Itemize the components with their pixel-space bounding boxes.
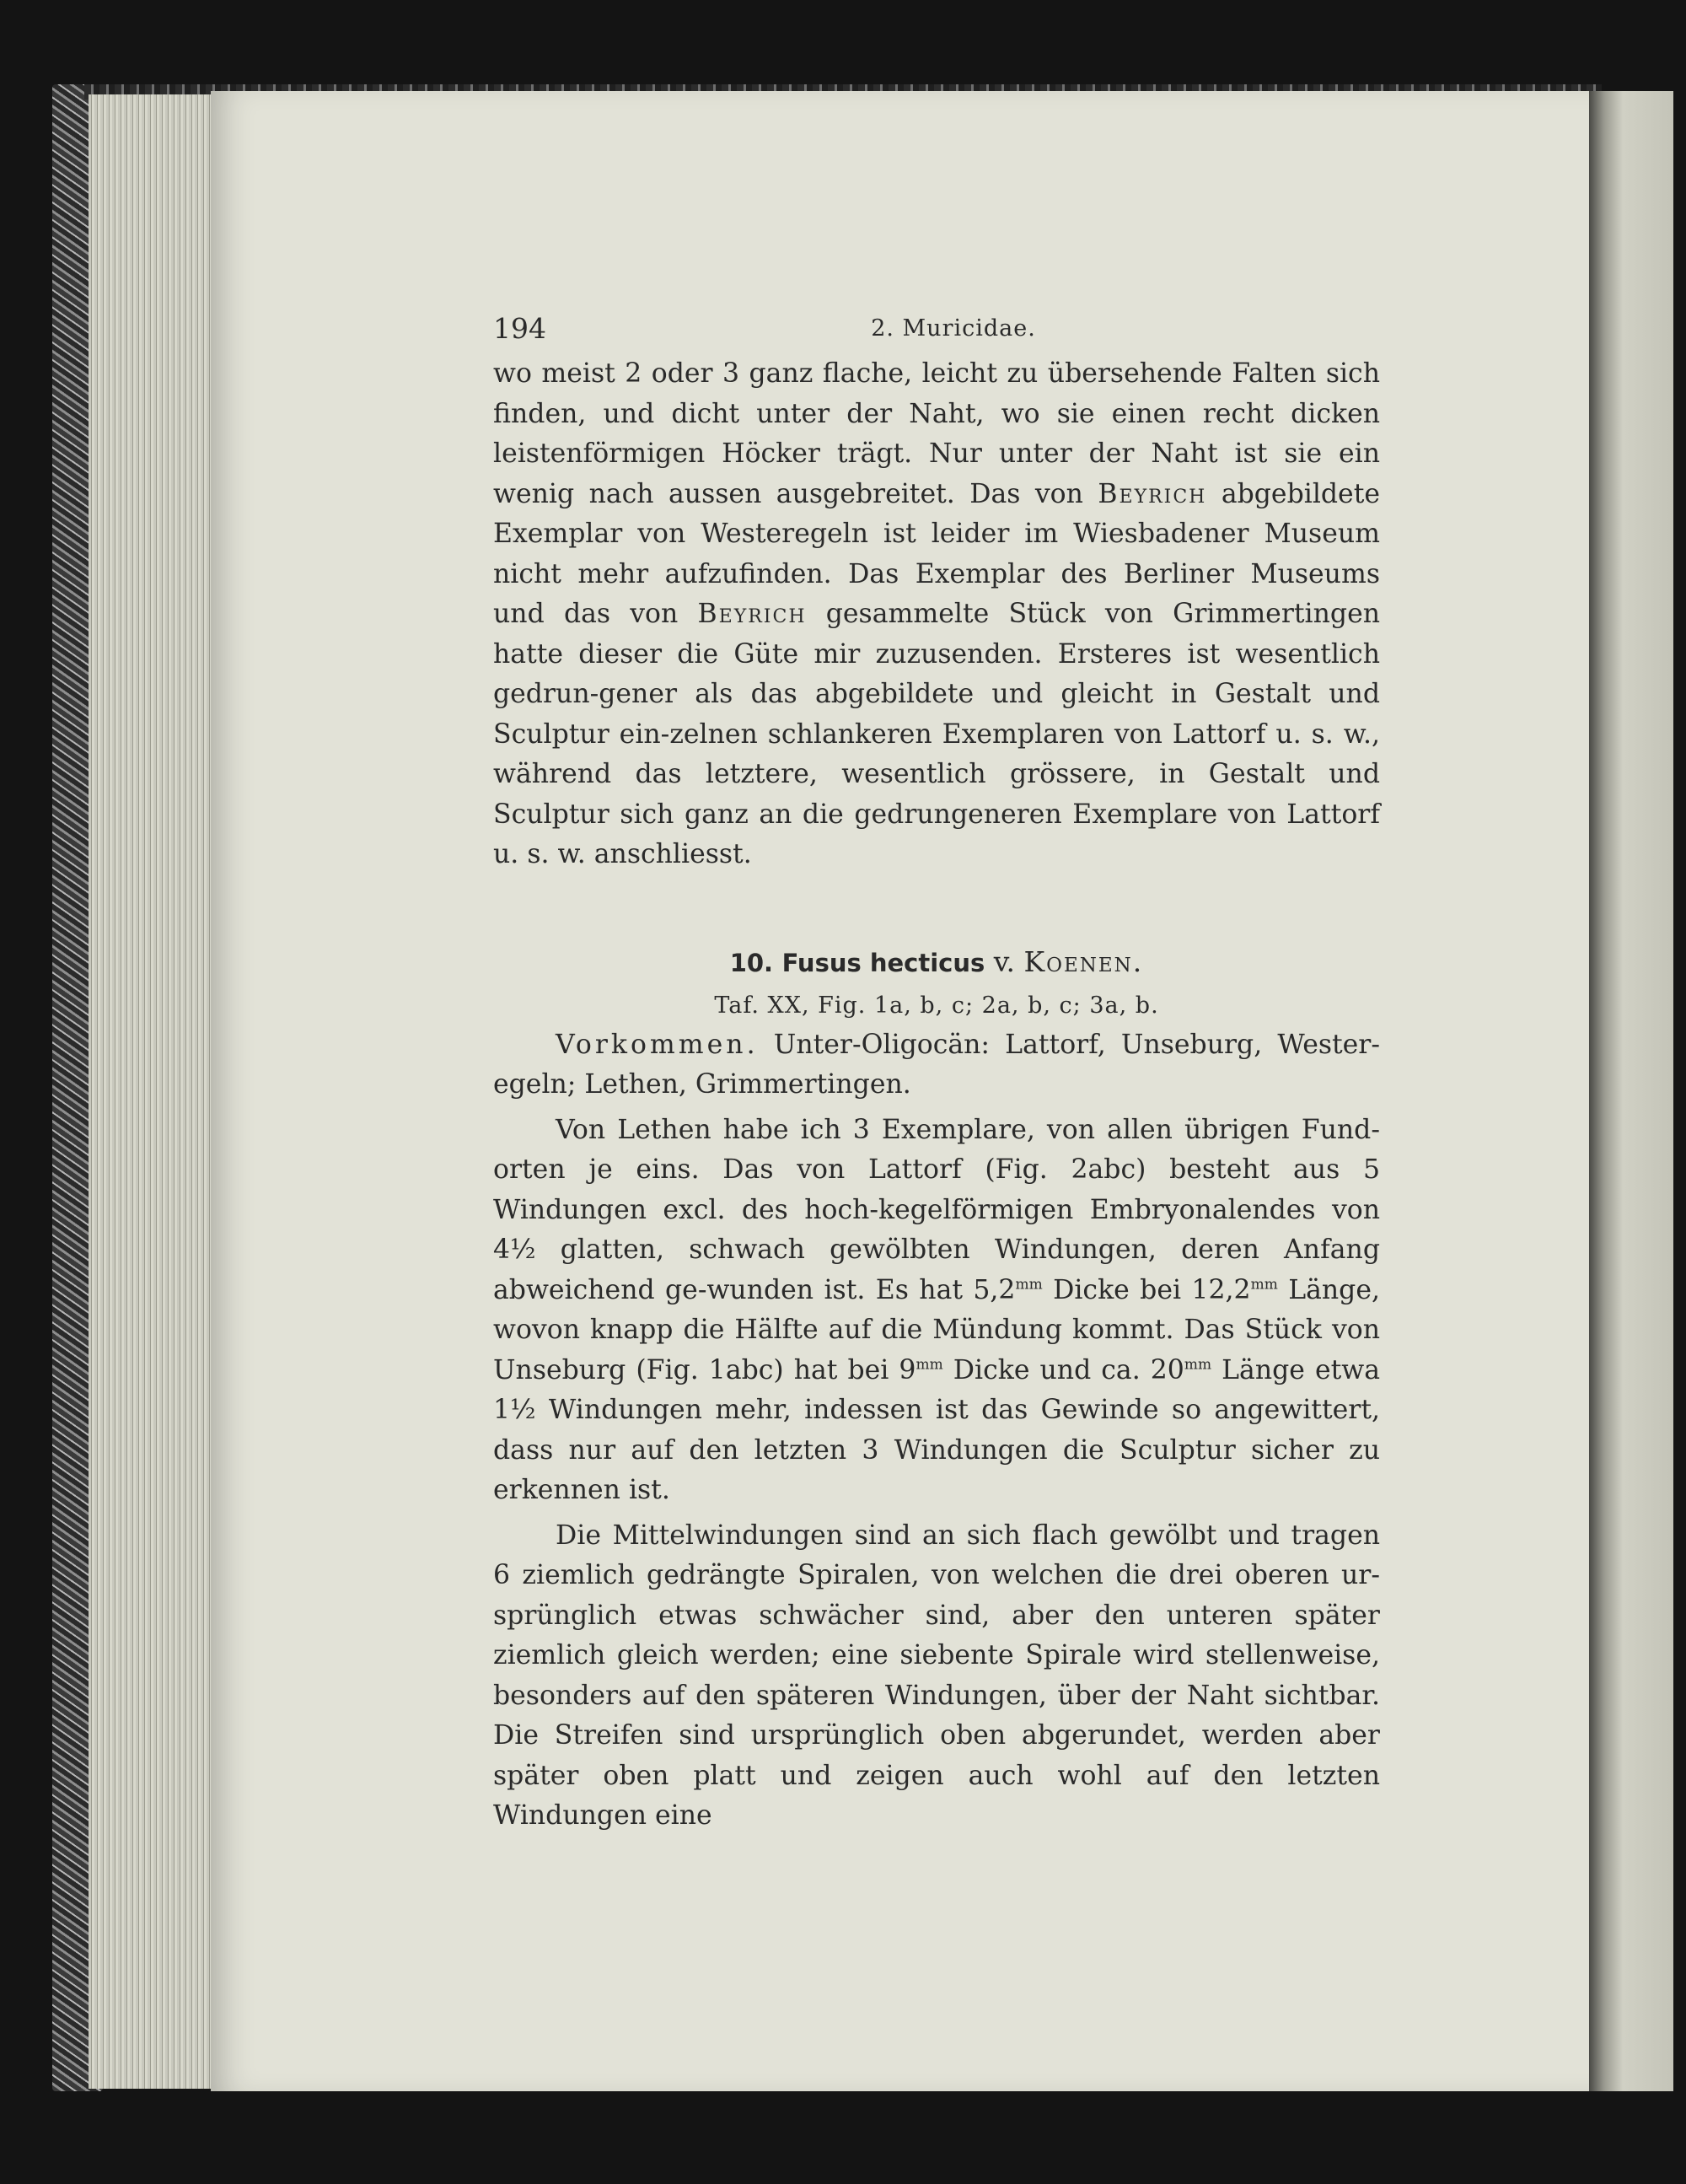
text-run: wo meist 2 oder 3 ganz flache, leicht zu übersehende Falten sich finden, und dicht unter der Naht, wo sie einen recht dicken leistenförmigen Höcker trägt. Nur unter der Naht ist sie ein wenig nach aussen ausgebreitet. Das von [493,358,1380,509]
page-number: 194 [493,312,546,345]
running-head [493,304,1380,354]
paragraph-whorls: Die Mittelwindungen sind an sich flach gewölbt und tragen 6 ziemlich gedrängte Spiralen, von welchen die drei oberen ur-sprünglich etwas schwächer sind, aber den unteren später ziemlich gleich werden; eine siebente Spirale wird stellenweise, besonders auf den späteren Windungen, über der Naht sichtbar. Die Streifen sind ursprünglich oben abgerundet, werden aber später oben platt und zeigen auch wohl auf den letzten Windungen eine [493,1520,1380,1831]
unit-mm: mm [1250,1276,1278,1293]
paragraph-continued [493,354,1380,875]
text-run: Dicke und ca. 20 [942,1354,1184,1385]
occurrence-text: Unter-Oligocän: Lattorf, Unseburg, Wester-egeln; Lethen, Grimmertingen. [493,1029,1380,1100]
text-run: Dicke bei 12,2 [1042,1274,1251,1305]
paragraph-occurrence [493,1025,1380,1105]
unit-mm: mm [1015,1276,1043,1293]
text-run: abgebildete Exemplar von Westeregeln ist leider im Wiesbadener Museum nicht mehr aufzufinden. Das Exemplar des Berliner Museums und das von [493,478,1380,629]
text-run: Länge etwa 1½ Windungen mehr, indessen ist das Gewinde so angewittert, dass nur auf den letzten 3 Windungen die Sculptur sicher zu erkennen ist. [493,1354,1380,1505]
facing-page-edge [1589,91,1673,2091]
author-prefix: v. [993,944,1015,978]
section-title: 2. Muricidae. [871,315,1036,342]
species-name: Fusus hecticus [781,948,985,977]
text-run: gesammelte Stück von Grimmertingen hatte dieser die Güte mir zuzusenden. Ersteres ist wesentlich gedrun-gener als das abgebildete und gleicht in Gestalt und Sculptur ein-zelnen schlankeren Exemplaren von Lattorf u. s. w., während das letztere, wesentlich grössere, in Gestalt und Sculptur sich ganz an die gedrungeneren Exemplare von Lattorf u. s. w. anschliesst. [493,599,1380,869]
author-name-smallcaps: Beyrich [1098,478,1207,509]
unit-mm: mm [915,1356,943,1373]
page-stack-edges [89,94,219,2089]
species-number: 10. [729,948,774,977]
text-run: Von Lethen habe ich 3 Exemplare, von allen übrigen Fund-orten je eins. Das von Lattorf (Fig. 2abc) besteht aus 5 Windungen excl. des hoch-kegelförmigen Embryonalendes von 4½ glatten, schwach gewölbten Windungen, deren Anfang abweichend ge-wunden ist. Es hat 5,2 [493,1114,1380,1305]
text-run: Länge, wovon knapp die Hälfte auf die Mündung kommt. Das Stück von Unseburg (Fig. 1abc) hat bei 9 [493,1274,1381,1385]
page-text-block [493,304,1380,1837]
author-name-smallcaps: Beyrich [697,599,807,629]
species-heading [493,941,1380,984]
plate-reference: Taf. XX, Fig. 1a, b, c; 2a, b, c; 3a, b. [714,992,1159,1019]
occurrence-label: Vorkommen. [556,1029,759,1060]
unit-mm: mm [1184,1356,1212,1373]
paragraph-specimens [493,1111,1380,1511]
species-author: Koenen. [1023,944,1144,978]
